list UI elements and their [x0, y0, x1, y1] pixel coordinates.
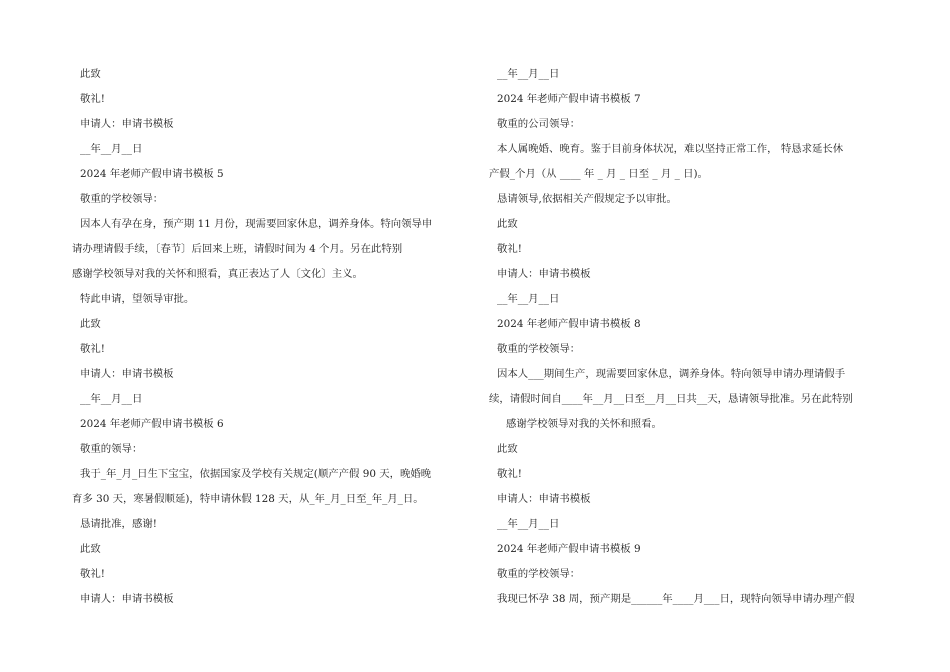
- body-paragraph-line: 感谢学校领导对我的关怀和照看，真正表达了人〔文化〕主义。: [72, 268, 363, 280]
- section-heading: 2024 年老师产假申请书模板 6: [80, 418, 224, 430]
- date-line: __年__月__日: [80, 393, 143, 405]
- date-line: __年__月__日: [497, 293, 560, 305]
- section-heading: 2024 年老师产假申请书模板 9: [497, 543, 641, 555]
- body-paragraph-line: 因本人有孕在身，预产期 11 月份，现需要回家休息，调养身体。特向领导申: [80, 218, 433, 230]
- respect-line: 敬礼!: [80, 568, 105, 580]
- applicant-line: 申请人：申请书模板: [497, 268, 591, 280]
- applicant-line: 申请人：申请书模板: [80, 368, 174, 380]
- applicant-line: 申请人：申请书模板: [80, 118, 174, 130]
- closing-salutation: 此致: [497, 218, 518, 230]
- body-paragraph-line: 因本人___期间生产，现需要回家休息，调养身体。特向领导申请办理请假手: [497, 368, 846, 380]
- request-line: 特此申请，望领导审批。: [80, 293, 195, 305]
- applicant-line: 申请人：申请书模板: [497, 493, 591, 505]
- greeting-line: 敬重的领导：: [80, 443, 143, 455]
- body-paragraph-line: 我现已怀孕 38 周，预产期是______年____月___日，现特向领导申请办理产假: [497, 593, 855, 605]
- closing-salutation: 此致: [80, 543, 101, 555]
- respect-line: 敬礼!: [497, 468, 522, 480]
- body-paragraph-line: 感谢学校领导对我的关怀和照看。: [506, 418, 662, 430]
- body-paragraph-line: 本人属晚婚、晚育。鉴于目前身体状况，难以坚持正常工作， 特恳求延长休: [497, 143, 844, 155]
- respect-line: 敬礼!: [80, 93, 105, 105]
- section-heading: 2024 年老师产假申请书模板 8: [497, 318, 641, 330]
- body-paragraph-line: 育多 30 天，寒暑假顺延)，特申请休假 128 天，从_年_月_日至_年_月_日。: [72, 493, 424, 505]
- applicant-line: 申请人：申请书模板: [80, 593, 174, 605]
- greeting-line: 敬重的学校领导：: [80, 193, 164, 205]
- closing-salutation: 此致: [80, 318, 101, 330]
- closing-salutation: 此致: [497, 443, 518, 455]
- date-line: __年__月__日: [497, 68, 560, 80]
- body-paragraph-line: 请办理请假手续，〔春节〕后回来上班，请假时间为 4 个月。另在此特别: [72, 243, 403, 255]
- respect-line: 敬礼!: [497, 243, 522, 255]
- request-line: 恳请领导,依据相关产假规定予以审批。: [497, 193, 677, 205]
- body-paragraph-line: 产假_个月（从 ____ 年 _ 月 _ 日至 _ 月 _ 日)。: [489, 168, 708, 180]
- greeting-line: 敬重的学校领导：: [497, 343, 581, 355]
- date-line: __年__月__日: [497, 518, 560, 530]
- closing-salutation: 此致: [80, 68, 101, 80]
- section-heading: 2024 年老师产假申请书模板 5: [80, 168, 224, 180]
- section-heading: 2024 年老师产假申请书模板 7: [497, 93, 641, 105]
- respect-line: 敬礼!: [80, 343, 105, 355]
- date-line: __年__月__日: [80, 143, 143, 155]
- body-paragraph-line: 我于_年_月_日生下宝宝，依据国家及学校有关规定(顺产产假 90 天，晚婚晚: [80, 468, 432, 480]
- greeting-line: 敬重的公司领导：: [497, 118, 581, 130]
- greeting-line: 敬重的学校领导：: [497, 568, 581, 580]
- body-paragraph-line: 续，请假时间自____年__月__日至__月__日共__天，恳请领导批准。另在此特别: [489, 393, 853, 405]
- request-line: 恳请批准，感谢!: [80, 518, 157, 530]
